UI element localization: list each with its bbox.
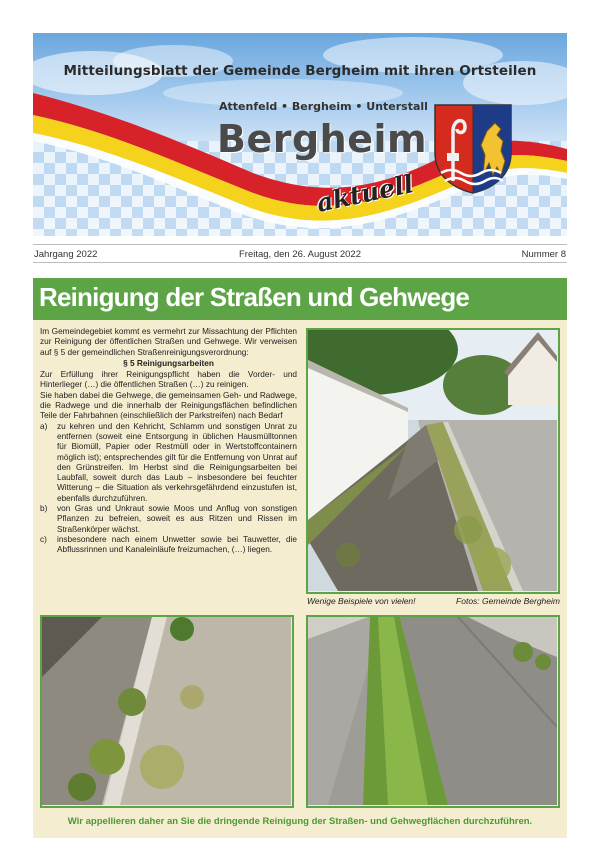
list-text: von Gras und Unkraut sowie Moos und Anflug von sonstigen Pflanzen zu befreien, soweit es aus Ritzen und Rissen im Straßenkörper wächst.	[57, 504, 297, 534]
article-panel	[33, 320, 567, 838]
issue-info-bar	[33, 244, 567, 263]
masthead-places: Attenfeld • Bergheim • Unterstall	[219, 100, 428, 113]
article-paragraph-2: Sie haben dabei die Gehwege, die gemeinsamen Geh- und Radwege, die Radwege und die innerhalb der Reinigungsflächen befindlichen Teile der Fahrbahnen (einschließlich der Parkstreifen) nach Bedarf	[40, 390, 297, 421]
list-item	[40, 504, 297, 535]
issue-number: Nummer 8	[521, 249, 566, 260]
paragraph-heading: § 5 Reinigungsarbeiten	[123, 358, 214, 368]
photo-road-weeds	[306, 615, 560, 808]
appeal-text: Wir appellieren daher an Sie die dringende Reinigung der Straßen- und Gehwegflächen durchzuführen.	[67, 816, 533, 827]
list-marker: c)	[40, 534, 47, 544]
list-marker: a)	[40, 421, 48, 431]
list-marker: b)	[40, 504, 48, 514]
article-headline: Reinigung der Straßen und Gehwege	[33, 278, 567, 320]
masthead-title: Bergheim	[217, 117, 428, 161]
article-intro: Im Gemeindegebiet kommt es vermehrt zur Missachtung der Pflichten zur Reinigung der öffentlichen Straßen und Gehwege. Wir verweisen auf § 5 der gemeindlichen Straßenreinigungsverordnung:	[40, 327, 297, 357]
caption-credit: Fotos: Gemeinde Bergheim	[456, 596, 560, 606]
masthead	[33, 33, 567, 236]
duties-list	[40, 422, 297, 556]
masthead-aktuell: aktuell	[314, 169, 417, 218]
list-text: insbesondere nach einem Unwetter sowie bei Tauwetter, die Abflussrinnen und Kanaleinläufe freizumachen, (…) liegen.	[57, 534, 297, 555]
photo-sidewalk-wall	[306, 328, 560, 594]
photo-curb-weeds	[40, 615, 294, 808]
issue-year: Jahrgang 2022	[34, 249, 98, 260]
issue-date: Freitag, den 26. August 2022	[238, 249, 361, 260]
caption-left: Wenige Beispiele von vielen!	[307, 596, 416, 606]
list-item	[40, 535, 297, 556]
article-body	[40, 327, 297, 556]
masthead-subtitle: Mitteilungsblatt der Gemeinde Bergheim mit ihren Ortsteilen	[63, 63, 537, 79]
list-item	[40, 422, 297, 504]
list-text: zu kehren und den Kehricht, Schlamm und sonstigen Unrat zu entfernen (soweit eine Entsorgung in üblichen Hausmülltonnen für Biomüll, Papier oder Restmüll oder in Wertstoffcontainern möglich ist); entsprechendes gilt für die Entfernung von Unrat auf den Grünstreifen. Im Herbst sind die Reinigungsarbeiten bei Laubfall, soweit durch das Laub – insbesondere bei feuchter Witterung – die Situation als verkehrsgefährdend einzustufen ist, ebenfalls durchzuführen.	[57, 421, 297, 503]
coat-of-arms-icon	[431, 101, 515, 195]
article-paragraph-1: Zur Erfüllung ihrer Reinigungspflicht haben die Vorder- und Hinterlieger (…) die öffentlichen Straßen (…) zu reinigen.	[40, 370, 297, 390]
